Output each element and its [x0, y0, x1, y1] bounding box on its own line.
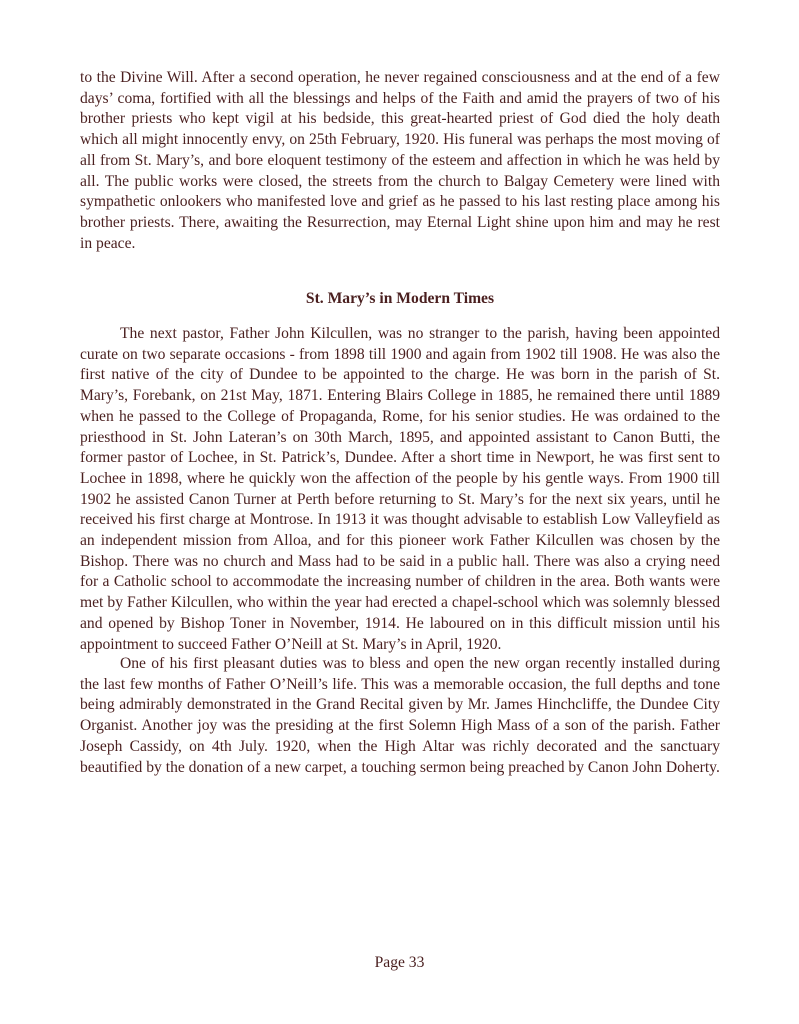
- intro-paragraph: to the Divine Will. After a second operation, he never regained consciousness and at the end of a few days’ coma, fortified with all the blessings and helps of the Faith and amid the prayers of two of his brother priests who kept vigil at his bedside, this great-hearted priest of God died the holy death which all might innocently envy, on 25th February, 1920. His funeral was perhaps the most moving of all from St. Mary’s, and bore eloquent testimony of the esteem and affection in which he was held by all. The public works were closed, the streets from the church to Balgay Cemetery were lined with sympathetic onlookers who manifested love and grief as he passed to his last resting place among his brother priests. There, awaiting the Resurrection, may Eternal Light shine upon him and may he rest in peace.: [80, 69, 720, 252]
- page-number: Page 33: [374, 954, 425, 971]
- section-heading: St. Mary’s in Modern Times: [305, 290, 495, 307]
- body-paragraph: One of his first pleasant duties was to bless and open the new organ recently installed during the last few months of Father O’Neill’s life. This was a memorable occasion, the full depths and tone being admirably demonstrated in the Grand Recital given by Mr. James Hinchcliffe, the Dundee City Organist. Another joy was the presiding at the first Solemn High Mass of a son of the parish. Father Joseph Cassidy, on 4th July. 1920, when the High Altar was richly decorated and the sanctuary beautified by the donation of a new carpet, a touching sermon being preached by Canon John Doherty.: [80, 655, 720, 776]
- body-paragraph: The next pastor, Father John Kilcullen, was no stranger to the parish, having been appointed curate on two separate occasions - from 1898 till 1900 and again from 1902 till 1908. He was also the first native of the city of Dundee to be appointed to the charge. He was born in the parish of St. Mary’s, Forebank, on 21st May, 1871. Entering Blairs College in 1885, he remained there until 1889 when he passed to the College of Propaganda, Rome, for his senior studies. He was ordained to the priesthood in St. John Lateran’s on 30th March, 1895, and appointed assistant to Canon Butti, the former pastor of Lochee, in St. Patrick’s, Dundee. After a short time in Newport, he was first sent to Lochee in 1898, where he quickly won the affection of the people by his gentle ways. From 1900 till 1902 he assisted Canon Turner at Perth before returning to St. Mary’s for the next six years, until he received his first charge at Montrose. In 1913 it was thought advisable to establish Low Valleyfield as an independent mission from Alloa, and for this pioneer work Father Kilcullen was chosen by the Bishop. There was no church and Mass had to be said in a public hall. There was also a crying need for a Catholic school to accommodate the increasing number of children in the area. Both wants were met by Father Kilcullen, who within the year had erected a chapel-school which was solemnly blessed and opened by Bishop Toner in November, 1914. He laboured on in this difficult mission until his appointment to succeed Father O’Neill at St. Mary’s in April, 1920.: [80, 325, 720, 653]
